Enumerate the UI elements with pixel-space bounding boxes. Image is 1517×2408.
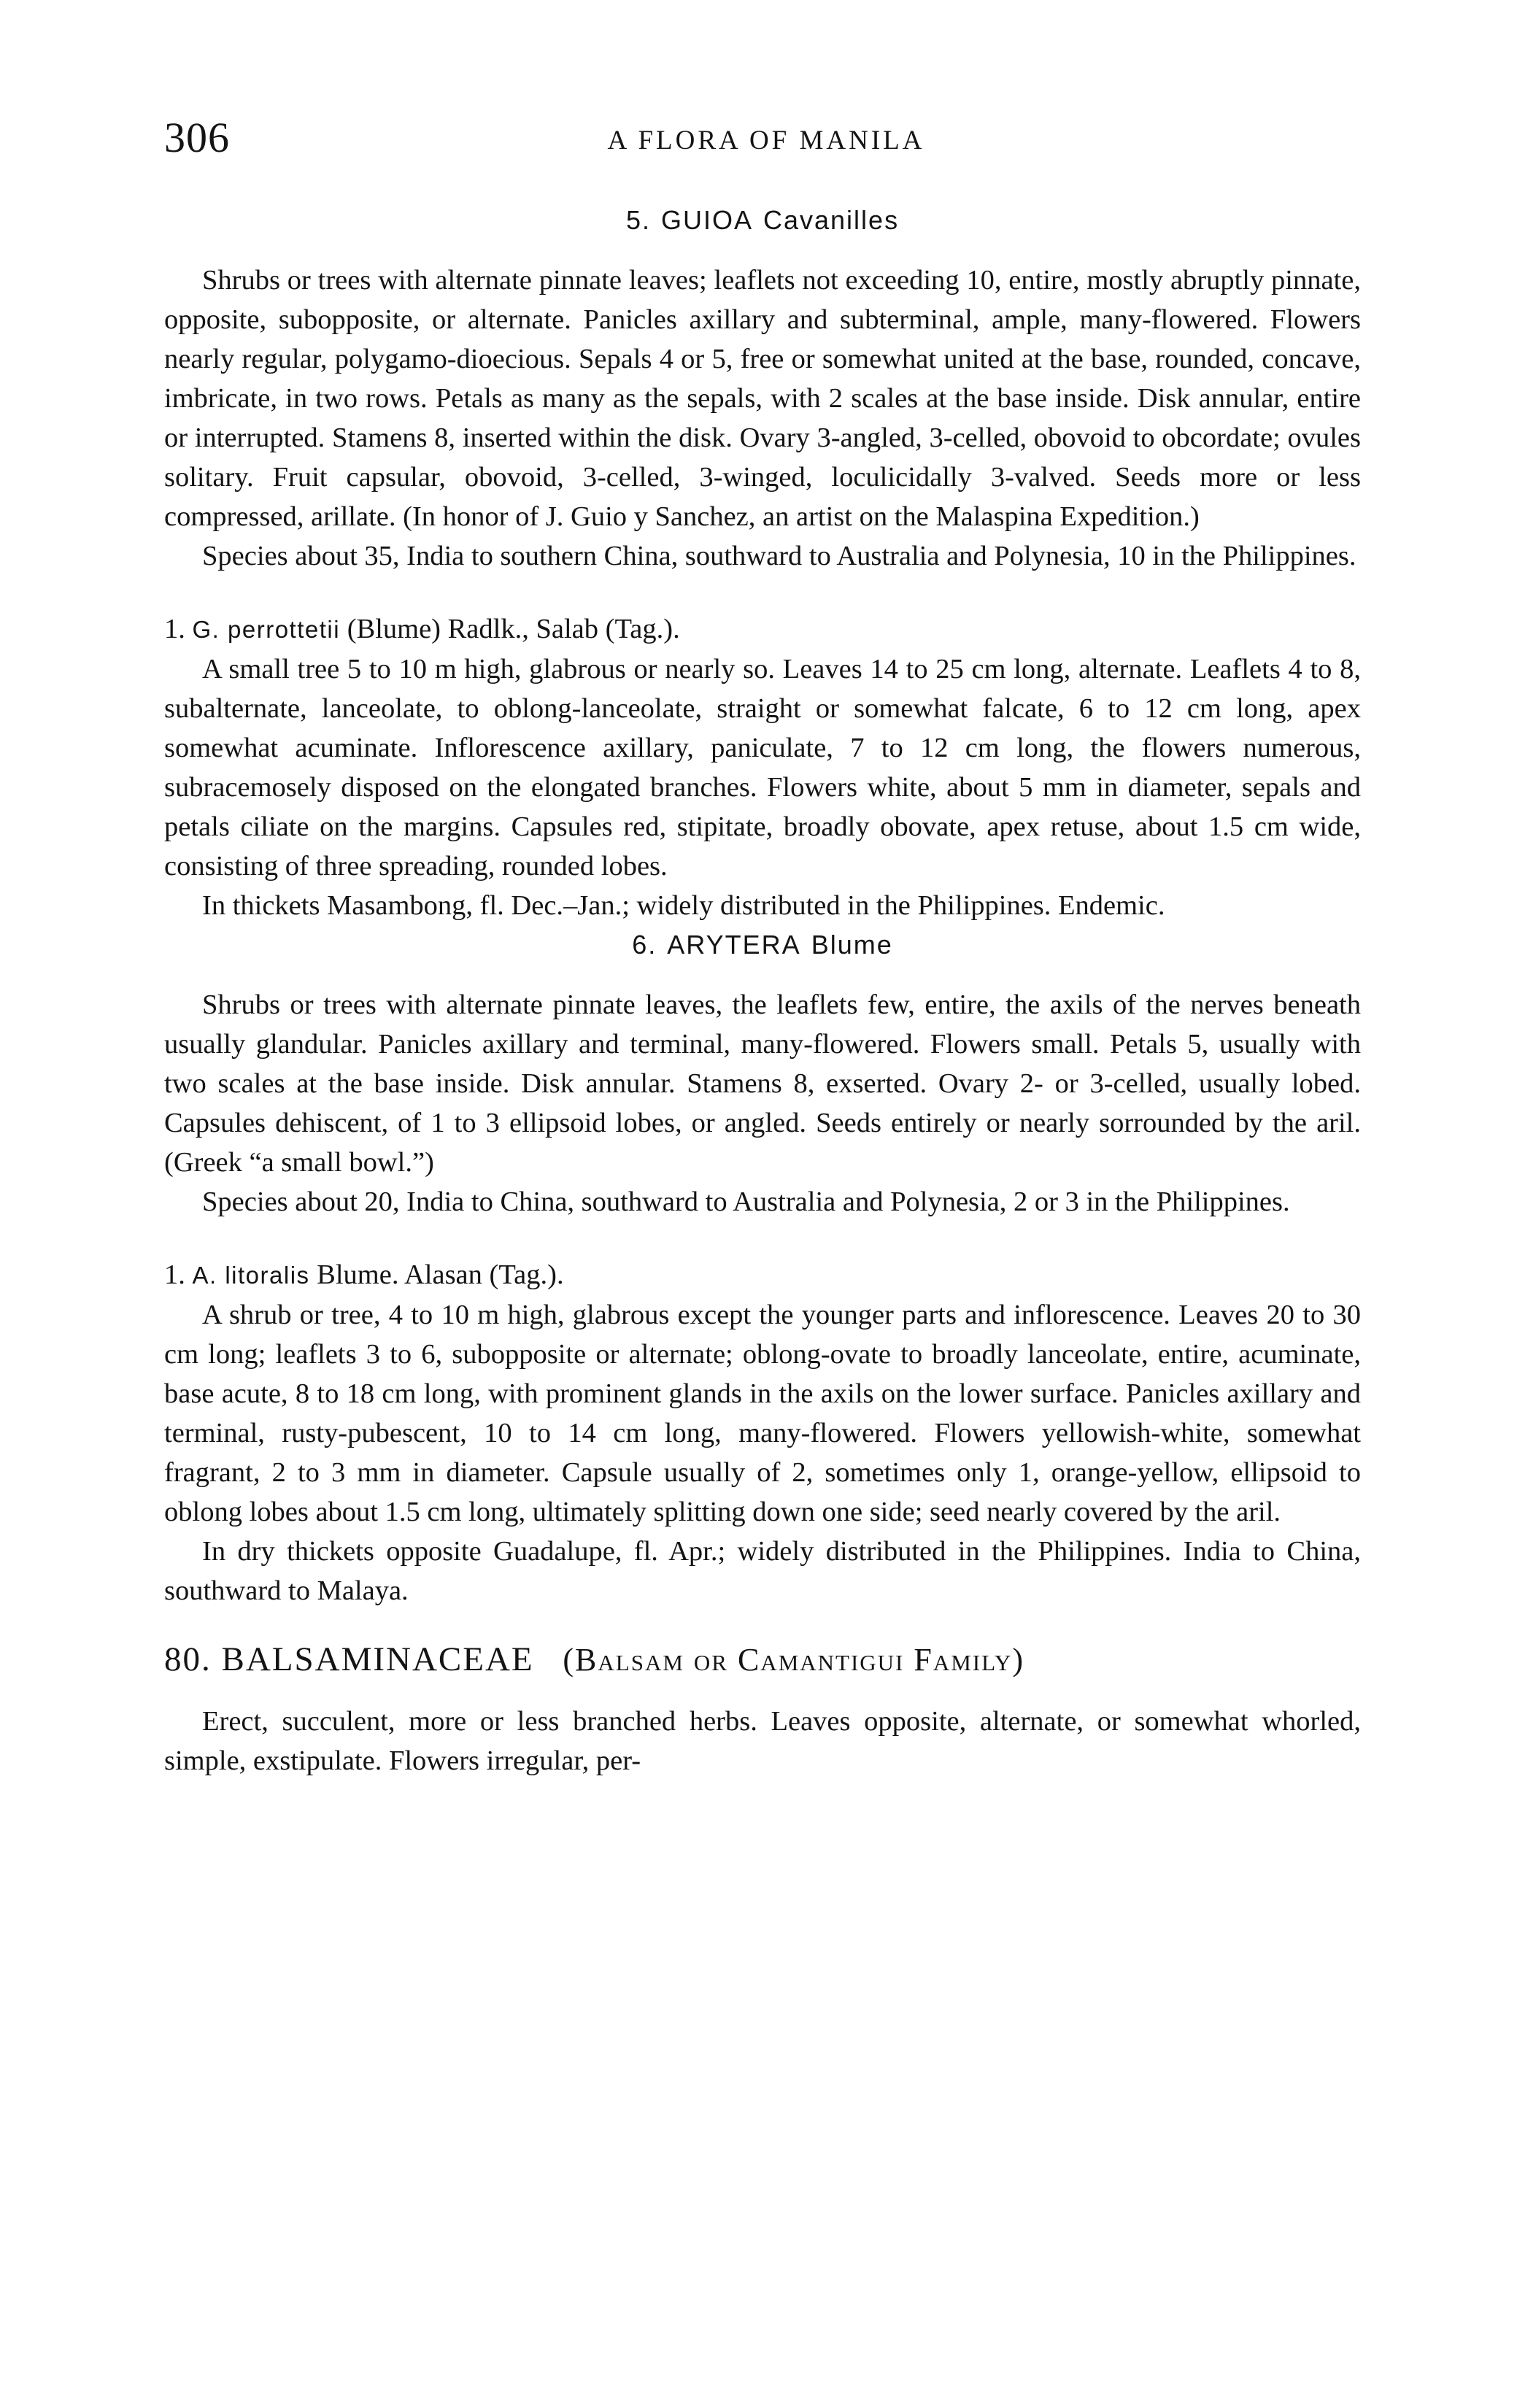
- species-entry-arytera-litoralis: [164, 1255, 1361, 1295]
- species-habitat-guioa-perrottetii: In thickets Masambong, fl. Dec.–Jan.; widely distributed in the Philippines. Endemic.: [202, 890, 1165, 921]
- species-entry-guioa-perrottetii: [164, 609, 1361, 649]
- genus-description-arytera: Shrubs or trees with alternate pinnate leaves, the leaflets few, entire, the axils of the nerves beneath usually glandular. Panicles axillary and terminal, many-flowered. Flowers small. Petals 5, usually with two scales at the base inside. Disk annular. Stamens 8, exserted. Ovary 2- or 3-celled, usually lobed. Capsules dehiscent, of 1 to 3 ellipsoid lobes, or angled. Seeds entirely or nearly sorrounded by the aril. (Greek “a small bowl.”): [164, 989, 1361, 1178]
- genus-distribution-guioa: Species about 35, India to southern China, southward to Australia and Polynesia, 10 in the Philippines.: [202, 541, 1356, 571]
- species-name: A. litoralis: [192, 1262, 310, 1289]
- species-name: G. perrottetii: [192, 616, 341, 643]
- family-heading-balsaminaceae: [164, 1640, 1361, 1680]
- species-description-arytera-litoralis: A shrub or tree, 4 to 10 m high, glabrous except the younger parts and inflorescence. Leaves 20 to 30 cm long; leaflets 3 to 6, subopposite or alternate; oblong-ovate to broadly lanceolate, entire, acuminate, base acute, 8 to 18 cm long, with prominent glands in the axils on the lower surface. Panicles axillary and terminal, rusty-pubescent, 10 to 14 cm long, many-flowered. Flowers yellowish-white, somewhat fragrant, 2 to 3 mm in diameter. Capsule usually of 2, sometimes only 1, orange-yellow, ellipsoid to oblong lobes about 1.5 cm long, ultimately splitting down one side; seed nearly covered by the aril.: [164, 1300, 1361, 1527]
- genus-author: Blume: [811, 930, 893, 960]
- genus-name: ARYTERA: [667, 930, 801, 960]
- genus-name: GUIOA: [660, 205, 753, 235]
- genus-author: Cavanilles: [763, 205, 900, 235]
- page-body: [164, 201, 1361, 1780]
- species-common-name: Salab (Tag.).: [536, 614, 680, 644]
- species-number: 1.: [164, 1259, 185, 1290]
- family-common-name: (Balsam or Camantigui Family): [563, 1642, 1025, 1678]
- species-number: 1.: [164, 614, 185, 644]
- running-title: A FLORA OF MANILA: [607, 126, 925, 155]
- family-number: 80.: [164, 1640, 212, 1678]
- species-habitat-arytera-litoralis: In dry thickets opposite Guadalupe, fl. Apr.; widely distributed in the Philippines. India to China, southward to Malaya.: [164, 1536, 1361, 1606]
- family-description-balsaminaceae: Erect, succulent, more or less branched herbs. Leaves opposite, alternate, or somewhat whorled, simple, exstipulate. Flowers irregular, per-: [164, 1706, 1361, 1776]
- species-description-guioa-perrottetii: A small tree 5 to 10 m high, glabrous or nearly so. Leaves 14 to 25 cm long, alternate. Leaflets 4 to 8, subalternate, lanceolate, to oblong-lanceolate, straight or somewhat falcate, 6 to 12 cm long, apex somewhat acuminate. Inflorescence axillary, paniculate, 7 to 12 cm long, the flowers numerous, subracemosely disposed on the elongated branches. Flowers white, about 5 mm in diameter, sepals and petals ciliate on the margins. Capsules red, stipitate, broadly obovate, apex retuse, about 1.5 cm wide, consisting of three spreading, rounded lobes.: [164, 654, 1361, 881]
- genus-heading-guioa: [164, 201, 1361, 240]
- species-common-name: Alasan (Tag.).: [404, 1259, 564, 1290]
- species-author: Blume.: [317, 1259, 399, 1290]
- genus-distribution-arytera: Species about 20, India to China, southward to Australia and Polynesia, 2 or 3 in the Philippines.: [202, 1186, 1290, 1217]
- running-head: [164, 113, 1368, 171]
- page-number: 306: [164, 114, 230, 161]
- genus-number: 5.: [625, 205, 651, 235]
- genus-heading-arytera: [164, 925, 1361, 965]
- species-author: (Blume) Radlk.,: [347, 614, 529, 644]
- family-name: BALSAMINACEAE: [221, 1640, 534, 1678]
- genus-number: 6.: [632, 930, 657, 960]
- genus-description-guioa: Shrubs or trees with alternate pinnate leaves; leaflets not exceeding 10, entire, mostly abruptly pinnate, opposite, subopposite, or alternate. Panicles axillary and subterminal, ample, many-flowered. Flowers nearly regular, polygamo-dioecious. Sepals 4 or 5, free or somewhat united at the base, rounded, concave, imbricate, in two rows. Petals as many as the sepals, with 2 scales at the base inside. Disk annular, entire or interrupted. Stamens 8, inserted within the disk. Ovary 3-angled, 3-celled, obovoid to obcordate; ovules solitary. Fruit capsular, obovoid, 3-celled, 3-winged, loculicidally 3-valved. Seeds more or less compressed, arillate. (In honor of J. Guio y Sanchez, an artist on the Malaspina Expedition.): [164, 265, 1361, 532]
